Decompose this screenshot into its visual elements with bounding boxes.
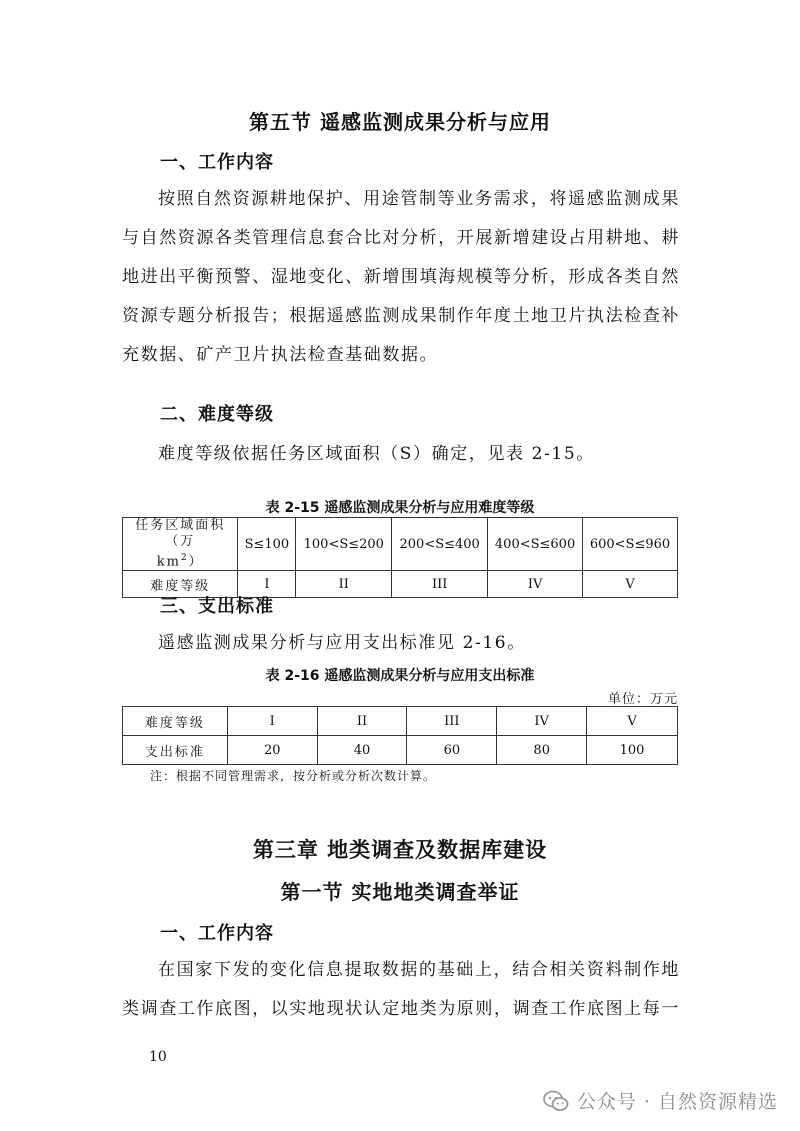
paragraph-difficulty-level: 难度等级依据任务区域面积（S）确定，见表 2-15。 bbox=[158, 444, 595, 464]
watermark-text: 公众号 · 自然资源精选 bbox=[576, 1091, 778, 1113]
table-cell: 200<S≤400 bbox=[392, 518, 488, 571]
table-cell: 60 bbox=[407, 736, 497, 765]
table-cell: 100<S≤200 bbox=[296, 518, 392, 571]
paragraph-work-content: 按照自然资源耕地保护、用途管制等业务需求，将遥感监测成果与自然资源各类管理信息套合比对分析，开展新增建设占用耕地、耕地进出平衡预警、湿地变化、新增围填海规模等分析，形成各类自然资源专题分析报告；根据遥感监测成果制作年度土地卫片执法检查补充数据、矿产卫片执法检查基础数据。 bbox=[122, 189, 680, 365]
heading-expenditure-standard: 三、支出标准 bbox=[160, 596, 274, 617]
watermark bbox=[543, 1087, 778, 1114]
row-header-expenditure: 支出标准 bbox=[123, 736, 228, 765]
section-title: 第一节 实地地类调查举证 bbox=[280, 880, 520, 904]
paragraph-expenditure-standard: 遥感监测成果分析与应用支出标准见 2-16。 bbox=[158, 633, 526, 653]
table-cell: 80 bbox=[497, 736, 587, 765]
table-row bbox=[123, 518, 678, 571]
table-row bbox=[123, 707, 678, 736]
table-2-15-caption: 表 2-15 遥感监测成果分析与应用难度等级 bbox=[265, 500, 535, 516]
table-note: 注：根据不同管理需求，按分析或分析次数计算。 bbox=[150, 769, 437, 783]
page-number: 10 bbox=[149, 1049, 167, 1065]
row-header-task-area: 任务区域面积（万 $km^2$） bbox=[123, 518, 238, 571]
row-header-difficulty: 难度等级 bbox=[123, 707, 228, 736]
table-cell: S≤100 bbox=[238, 518, 296, 571]
heading-work-content: 一、工作内容 bbox=[160, 152, 274, 173]
table-cell: IV bbox=[497, 707, 587, 736]
row-header-difficulty: 难度等级 bbox=[123, 571, 238, 598]
table-cell: IV bbox=[488, 571, 583, 598]
table-cell: 600<S≤960 bbox=[583, 518, 678, 571]
table-cell: II bbox=[317, 707, 407, 736]
section-title: 第五节 遥感监测成果分析与应用 bbox=[249, 110, 551, 134]
table-cell: 20 bbox=[227, 736, 317, 765]
table-cell: II bbox=[296, 571, 392, 598]
heading-difficulty-level: 二、难度等级 bbox=[160, 404, 274, 425]
table-cell: 100 bbox=[587, 736, 678, 765]
table-cell: V bbox=[587, 707, 678, 736]
table-cell: I bbox=[227, 707, 317, 736]
heading-work-content: 一、工作内容 bbox=[160, 923, 274, 944]
chapter-title: 第三章 地类调查及数据库建设 bbox=[252, 838, 548, 862]
table-cell: III bbox=[392, 571, 488, 598]
table-cell: I bbox=[238, 571, 296, 598]
wechat-icon bbox=[543, 1090, 569, 1112]
table-row bbox=[123, 736, 678, 765]
table-cell: III bbox=[407, 707, 497, 736]
table-cell: 40 bbox=[317, 736, 407, 765]
table-cell: 400<S≤600 bbox=[488, 518, 583, 571]
table-2-16 bbox=[122, 706, 678, 765]
table-cell: V bbox=[583, 571, 678, 598]
table-unit-label: 单位：万元 bbox=[607, 692, 678, 707]
table-2-16-caption: 表 2-16 遥感监测成果分析与应用支出标准 bbox=[265, 668, 535, 684]
table-2-15 bbox=[122, 517, 678, 598]
paragraph-work-content: 在国家下发的变化信息提取数据的基础上，结合相关资料制作地类调查工作底图，以实地现状认定地类为原则，调查工作底图上每一 bbox=[122, 960, 680, 1019]
